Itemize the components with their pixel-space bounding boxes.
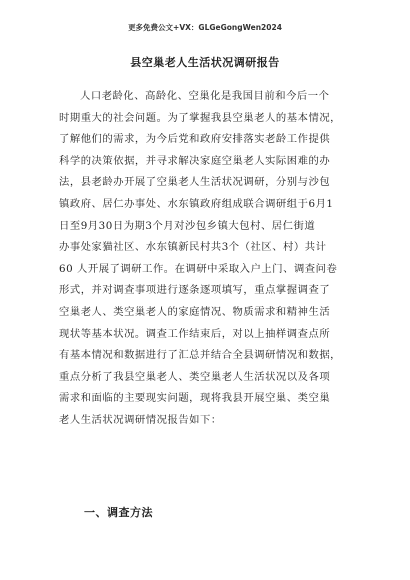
paragraph-line: 需求和面临的主要现实问题，现将我县开展空巢、类空巢	[59, 392, 331, 405]
paragraph-line: 法，县老龄办开展了空巢老人生活状况调研，分别与沙包	[59, 176, 331, 189]
paragraph-line: 了解他们的需求，为今后党和政府安排落实老龄工作提供	[59, 133, 331, 146]
paragraph-line: 空巢老人、类空巢老人的家庭情况、物质需求和精神生活	[59, 305, 331, 318]
paragraph-line: 60 人开展了调研工作。在调研中采取入户上门、调查问卷	[59, 262, 338, 275]
document-title: 县空巢老人生活状况调研报告	[130, 56, 280, 69]
paragraph-line: 现状等基本状况。调查工作结束后，对以上抽样调查点所	[59, 327, 331, 340]
header-note: 更多免费公文+VX：GLGeGongWen2024	[128, 23, 282, 32]
paragraph-line: 镇政府、居仁办事处、水东镇政府组成联合调研组于6月1	[59, 197, 334, 210]
section-heading: 一、调查方法	[84, 506, 153, 519]
paragraph-line: 日至9月30日为期3个月对沙包乡镇大包村、居仁街道	[59, 219, 316, 232]
paragraph-line: 重点分析了我县空巢老人、类空巢老人生活状况以及各项	[59, 370, 331, 383]
paragraph-line: 时期重大的社会问题。为了掌握我县空巢老人的基本情况，	[59, 111, 342, 124]
paragraph-line: 有基本情况和数据进行了汇总并结合全县调研情况和数据，	[59, 349, 342, 362]
body-paragraph	[59, 86, 353, 432]
paragraph-line: 科学的决策依据，并寻求解决家庭空巢老人实际困难的办	[59, 154, 331, 167]
paragraph-line: 老人生活状况调研情况报告如下：	[59, 413, 222, 426]
paragraph-line: 形式，并对调查事项进行逐条逐项填写，重点掌握调查了	[59, 284, 331, 297]
paragraph-line: 人口老龄化、高龄化、空巢化是我国目前和今后一个	[80, 90, 330, 102]
paragraph-line: 办事处家猫社区、水东镇新民村共3个（社区、村）共计	[59, 241, 327, 254]
